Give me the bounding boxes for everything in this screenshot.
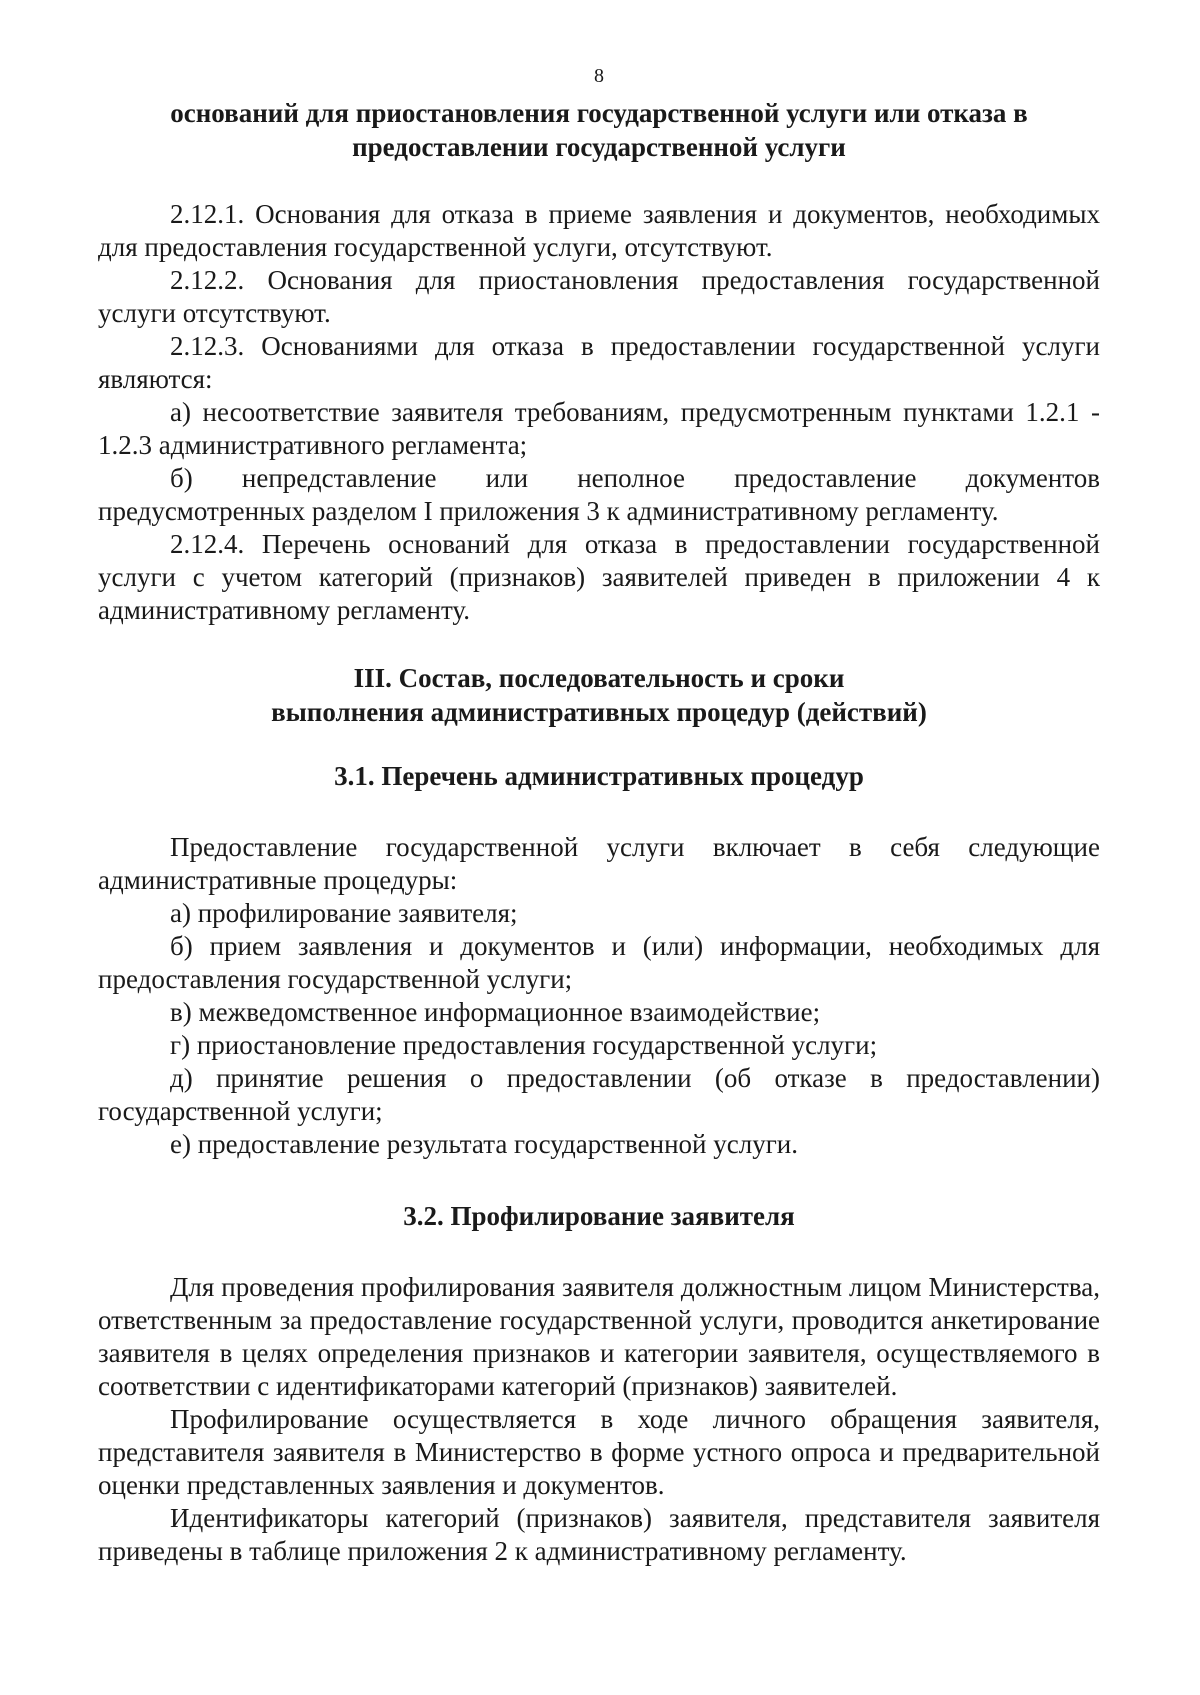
profiling-paragraph-1: Для проведения профилирования заявителя должностным лицом Министерства, ответственным за предоставление государственной услуги, проводится анкетирование заявителя в целях определения признаков и категории заявителя, осуществляемого в соответствии с идентификаторами категорий (признаков) заявителей. [98,1272,1100,1401]
subsection-3-2-heading: 3.2. Профилирование заявителя [403,1201,795,1231]
procedure-item: а) профилирование заявителя; [170,898,518,928]
procedure-item: е) предоставление результата государственной услуги. [170,1129,798,1159]
paragraph-2-12-3-a: а) несоответствие заявителя требованиям, предусмотренным пунктами 1.2.1 - 1.2.3 административного регламента; [98,397,1100,460]
profiling-paragraph-2: Профилирование осуществляется в ходе личного обращения заявителя, представителя заявителя в Министерство в форме устного опроса и предварительной оценки представленных заявления и документов. [98,1404,1100,1500]
profiling-paragraph-3: Идентификаторы категорий (признаков) заявителя, представителя заявителя приведены в таблице приложения 2 к административному регламенту. [98,1503,1100,1566]
top-heading-line-2: предоставлении государственной услуги [352,132,846,162]
procedures-intro: Предоставление государственной услуги включает в себя следующие административные процедуры: [98,832,1100,895]
paragraph-2-12-1: 2.12.1. Основания для отказа в приеме заявления и документов, необходимых для предоставления государственной услуги, отсутствуют. [98,199,1100,262]
paragraph-2-12-3-b: б) непредставление или неполное предоставление документов предусмотренных разделом I приложения 3 к административному регламенту. [98,463,1100,526]
paragraph-2-12-3: 2.12.3. Основаниями для отказа в предоставлении государственной услуги являются: [98,331,1100,394]
procedure-item: в) межведомственное информационное взаимодействие; [170,997,821,1027]
page-number: 8 [594,65,604,87]
procedure-item: д) принятие решения о предоставлении (об отказе в предоставлении) государственной услуги; [98,1063,1100,1126]
section-3-heading-line-1: III. Состав, последовательность и сроки [353,663,845,693]
profiling-section [98,1271,1100,1568]
paragraph-2-12-2: 2.12.2. Основания для приостановления предоставления государственной услуги отсутствуют. [98,265,1100,328]
paragraph-2-12-4: 2.12.4. Перечень оснований для отказа в предоставлении государственной услуги с учетом категорий (признаков) заявителей приведен в приложении 4 к административному регламенту. [98,529,1100,625]
procedure-item: г) приостановление предоставления государственной услуги; [170,1030,878,1060]
section-3-heading [98,661,1100,729]
top-heading-line-1: оснований для приостановления государственной услуги или отказа в [170,98,1028,128]
top-heading [98,96,1100,164]
procedure-item: б) прием заявления и документов и (или) информации, необходимых для предоставления государственной услуги; [98,931,1100,994]
section-3-heading-line-2: выполнения административных процедур (действий) [271,697,927,727]
subsection-3-1-heading: 3.1. Перечень административных процедур [334,761,864,791]
procedures-list [98,831,1100,1161]
grounds-section [98,198,1100,627]
